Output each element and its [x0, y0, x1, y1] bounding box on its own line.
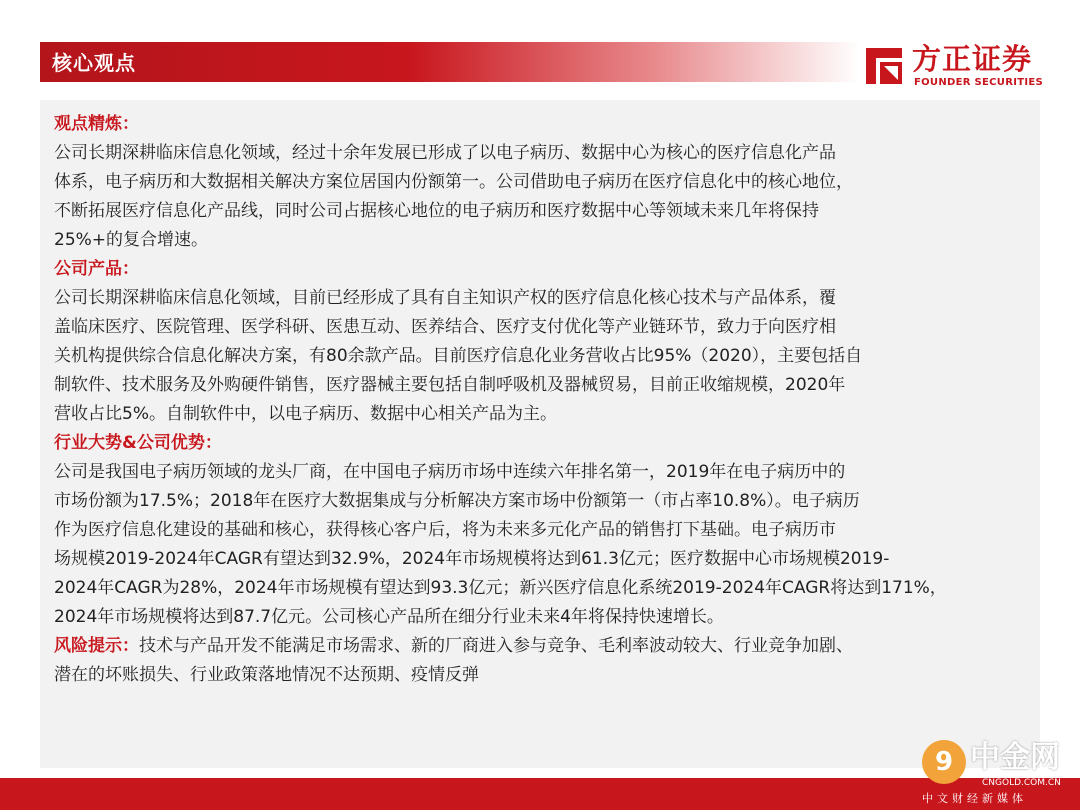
- text-line: 市场份额为17.5%；2018年在医疗大数据集成与分析解决方案市场中份额第一（市占率10.8%）。电子病历: [54, 491, 860, 511]
- watermark-url: CNGOLD.COM.CN: [982, 778, 1061, 788]
- section-body-industry: [54, 458, 1038, 632]
- section-heading-summary: 观点精炼：: [54, 114, 139, 134]
- core-viewpoints-text: [54, 110, 1038, 690]
- text-line: 关机构提供综合信息化解决方案，有80余款产品。目前医疗信息化业务营收占比95%（2020），主要包括自: [54, 346, 863, 366]
- watermark-name: 中金网: [970, 740, 1060, 775]
- founder-securities-logo: [862, 42, 1042, 90]
- text-line: 公司长期深耕临床信息化领域，经过十余年发展已形成了以电子病历、数据中心为核心的医疗信息化产品: [54, 143, 836, 163]
- text-line: 2024年市场规模将达到87.7亿元。公司核心产品所在细分行业未来4年将保持快速增长。: [54, 607, 724, 627]
- page-title: 核心观点: [52, 51, 136, 75]
- logo-name-en: FOUNDER SECURITIES: [914, 77, 1044, 88]
- logo-name-cn: 方正证券: [912, 42, 1033, 76]
- text-line: 营收占比5%。自制软件中，以电子病历、数据中心相关产品为主。: [54, 404, 557, 424]
- text-line: 盖临床医疗、医院管理、医学科研、医患互动、医养结合、医疗支付优化等产业链环节，致力于向医疗相: [54, 317, 836, 337]
- risk-line: 潜在的坏账损失、行业政策落地情况不达预期、疫情反弹: [54, 665, 479, 685]
- text-line: 不断拓展医疗信息化产品线，同时公司占据核心地位的电子病历和医疗数据中心等领域未来几年将保持: [54, 201, 819, 221]
- risk-heading: 风险提示：: [54, 636, 139, 656]
- section-body-summary: [54, 139, 1038, 255]
- text-line: 2024年CAGR为28%，2024年市场规模有望达到93.3亿元；新兴医疗信息化系统2019-2024年CAGR将达到171%，: [54, 578, 947, 598]
- text-line: 公司长期深耕临床信息化领域，目前已经形成了具有自主知识产权的医疗信息化核心技术与产品体系，覆: [54, 288, 836, 308]
- section-heading-industry: 行业大势&公司优势：: [54, 433, 222, 453]
- text-line: 制软件、技术服务及外购硬件销售，医疗器械主要包括自制呼吸机及器械贸易，目前正收缩规模，2020年: [54, 375, 846, 395]
- text-line: 公司是我国电子病历领域的龙头厂商，在中国电子病历市场中连续六年排名第一，2019年在电子病历中的: [54, 462, 846, 482]
- cngold-logo-icon: 9: [922, 740, 966, 784]
- risk-text: 技术与产品开发不能满足市场需求、新的厂商进入参与竞争、毛利率波动较大、行业竞争加剧、: [139, 636, 853, 656]
- text-line: 25%+的复合增速。: [54, 230, 209, 250]
- risk-section: [54, 632, 1038, 690]
- section-heading-products: 公司产品：: [54, 259, 139, 279]
- text-line: 作为医疗信息化建设的基础和核心，获得核心客户后，将为未来多元化产品的销售打下基础。电子病历市: [54, 520, 836, 540]
- header-band: [40, 42, 860, 82]
- text-line: 体系，电子病历和大数据相关解决方案位居国内份额第一。公司借助电子病历在医疗信息化中的核心地位，: [54, 172, 853, 192]
- text-line: 场规模2019-2024年CAGR有望达到32.9%，2024年市场规模将达到61.3亿元；医疗数据中心市场规模2019-: [54, 549, 890, 569]
- section-body-products: [54, 284, 1038, 429]
- founder-logo-icon: [862, 44, 906, 88]
- watermark-subtitle: 中文财经新媒体: [922, 792, 1027, 805]
- risk-line: [54, 632, 1038, 661]
- cngold-watermark: [918, 738, 1078, 808]
